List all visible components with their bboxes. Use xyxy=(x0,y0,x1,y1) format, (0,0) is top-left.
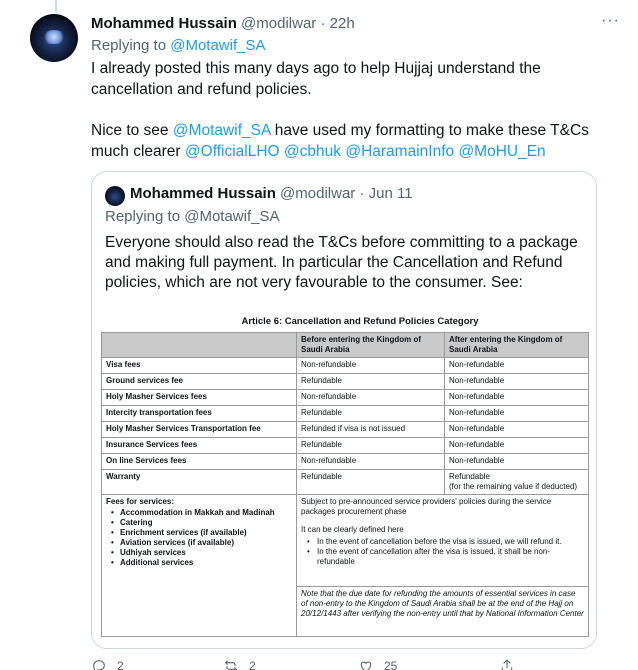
table-cell: Non-refundable xyxy=(445,422,589,438)
fees-policy-intro: Subject to pre-announced service providers' policies during the service packages procurement phase xyxy=(301,497,552,516)
retweet-button[interactable] xyxy=(223,658,256,670)
retweet-icon xyxy=(223,658,239,670)
table-row xyxy=(102,406,589,422)
attached-document-image[interactable] xyxy=(101,314,589,648)
mention-link[interactable]: @MoHU_En xyxy=(458,143,546,160)
warranty-after-line-2: (for the remaining value if deducted) xyxy=(449,482,578,491)
table-header-row xyxy=(102,333,589,358)
like-count: 25 xyxy=(384,659,398,670)
table-cell: Refundable xyxy=(297,406,445,422)
replying-handle-link[interactable]: @Motawif_SA xyxy=(170,37,266,54)
table-cell: Non-refundable xyxy=(297,358,445,374)
table-row xyxy=(102,422,589,438)
table-cell: Intercity transportation fees xyxy=(102,406,297,422)
paragraph-2-text-start: Nice to see xyxy=(91,122,173,139)
table-cell: Holy Masher Services Transportation fee xyxy=(102,422,297,438)
document-title: Article 6: Cancellation and Refund Policies Category xyxy=(241,316,479,327)
like-button[interactable] xyxy=(358,658,397,670)
table-row xyxy=(102,390,589,406)
table-cell: Non-refundable xyxy=(445,454,589,470)
list-item: • Accommodation in Makkah and Madinah xyxy=(106,508,292,518)
table-row xyxy=(102,454,589,470)
table-cell: Refundable xyxy=(297,470,445,495)
mention-link[interactable]: @OfficialLHO xyxy=(184,143,280,160)
tweet-paragraph-1: I already posted this many days ago to help Hujjaj understand the cancellation and refund policies. xyxy=(91,60,541,98)
reply-button[interactable] xyxy=(91,658,124,670)
quote-header xyxy=(130,184,413,204)
table-cell: Non-refundable xyxy=(445,374,589,390)
table-cell: Non-refundable xyxy=(297,390,445,406)
fees-list xyxy=(106,508,292,568)
avatar[interactable] xyxy=(30,14,78,62)
share-icon xyxy=(499,658,515,670)
author-handle[interactable]: @modilwar xyxy=(241,15,317,32)
table-cell: Refunded if visa is not issued xyxy=(297,422,445,438)
quote-text: Everyone should also read the T&Cs before committing to a package and making full payment. In particular the Cancellation and Refund policies, which are not very favourable to the consumer. See: xyxy=(105,234,578,291)
table-cell: Insurance Services fees xyxy=(102,438,297,454)
tweet-actions xyxy=(91,658,521,670)
quote-replying-handle: @Motawif_SA xyxy=(184,208,280,225)
fees-defined-list xyxy=(301,537,584,567)
list-item: • In the event of cancellation after the visa is issued, it shall be non-refundable xyxy=(301,547,584,567)
table-cell xyxy=(445,470,589,495)
replying-to xyxy=(91,36,265,56)
table-cell: Non-refundable xyxy=(297,454,445,470)
table-cell: Holy Masher Services fees xyxy=(102,390,297,406)
fees-policy-cell xyxy=(297,495,589,587)
table-row xyxy=(102,358,589,374)
separator: · xyxy=(359,185,365,202)
separator: · xyxy=(320,15,326,32)
share-button[interactable] xyxy=(499,658,515,670)
table-row-fees xyxy=(102,495,589,587)
warranty-after-line-1: Refundable xyxy=(449,472,490,481)
author-name[interactable]: Mohammed Hussain xyxy=(91,15,237,32)
table-row xyxy=(102,438,589,454)
replying-label: Replying to xyxy=(91,37,167,54)
mention-link[interactable]: @Motawif_SA xyxy=(172,122,271,139)
reply-icon xyxy=(91,658,107,670)
tweet-header xyxy=(91,13,618,35)
table-cell: Non-refundable xyxy=(445,406,589,422)
quote-replying-to xyxy=(105,207,279,227)
tweet-time[interactable]: 22h xyxy=(329,15,355,32)
reply-count: 2 xyxy=(117,659,124,670)
quote-replying-label: Replying to xyxy=(105,208,181,225)
table-cell: Visa fees xyxy=(102,358,297,374)
table-cell: Ground services fee xyxy=(102,374,297,390)
quote-author-handle[interactable]: @modilwar xyxy=(280,185,356,202)
table-cell: Non-refundable xyxy=(445,390,589,406)
list-item: • Enrichment services (if available) xyxy=(106,528,292,538)
quote-date[interactable]: Jun 11 xyxy=(368,185,413,202)
table-header xyxy=(102,333,297,358)
table-row xyxy=(102,374,589,390)
like-icon xyxy=(358,658,374,670)
fees-note: Note that the due date for refunding the amounts of essential services in case of non-entry to the Kingdom of Saudi Arabia shall be at the end of the Hajj on 20/12/1443 after verifying the non-entry until that by National Information Center xyxy=(297,587,589,637)
list-item: • Catering xyxy=(106,518,292,528)
list-item: • Additional services xyxy=(106,558,292,568)
quote-avatar[interactable] xyxy=(105,186,125,206)
thread-connector-line xyxy=(55,0,57,12)
fees-label: Fees for services: xyxy=(106,497,175,506)
table-header: Before entering the Kingdom of Saudi Arabia xyxy=(297,333,445,358)
table-row-warranty xyxy=(102,470,589,495)
list-item: • Aviation services (if available) xyxy=(106,538,292,548)
table-cell: Refundable xyxy=(297,374,445,390)
table-cell: Refundable xyxy=(297,438,445,454)
fees-cell xyxy=(102,495,297,637)
list-item: • Udhiyah services xyxy=(106,548,292,558)
tweet-paragraph-2 xyxy=(91,120,611,162)
quoted-tweet[interactable] xyxy=(91,171,597,649)
table-header: After entering the Kingdom of Saudi Arabia xyxy=(445,333,589,358)
mention-link[interactable]: @HaramainInfo xyxy=(345,143,455,160)
fees-defined-label: It can be clearly defined here xyxy=(301,525,404,534)
table-cell: Non-refundable xyxy=(445,438,589,454)
paragraph-2-text-middle: have used my formatting to make these T&Cs much clearer xyxy=(91,122,589,160)
tweet-text xyxy=(91,58,611,162)
table-cell: On line Services fees xyxy=(102,454,297,470)
list-item: • In the event of cancellation before the visa is issued, we will refund it. xyxy=(301,537,584,547)
mention-link[interactable]: @cbhuk xyxy=(283,143,342,160)
table-cell: Warranty xyxy=(102,470,297,495)
more-dots-icon[interactable]: ··· xyxy=(601,12,620,29)
quote-author-name[interactable]: Mohammed Hussain xyxy=(130,185,276,202)
retweet-count: 2 xyxy=(249,659,256,670)
table-cell: Non-refundable xyxy=(445,358,589,374)
policy-table xyxy=(101,332,589,637)
